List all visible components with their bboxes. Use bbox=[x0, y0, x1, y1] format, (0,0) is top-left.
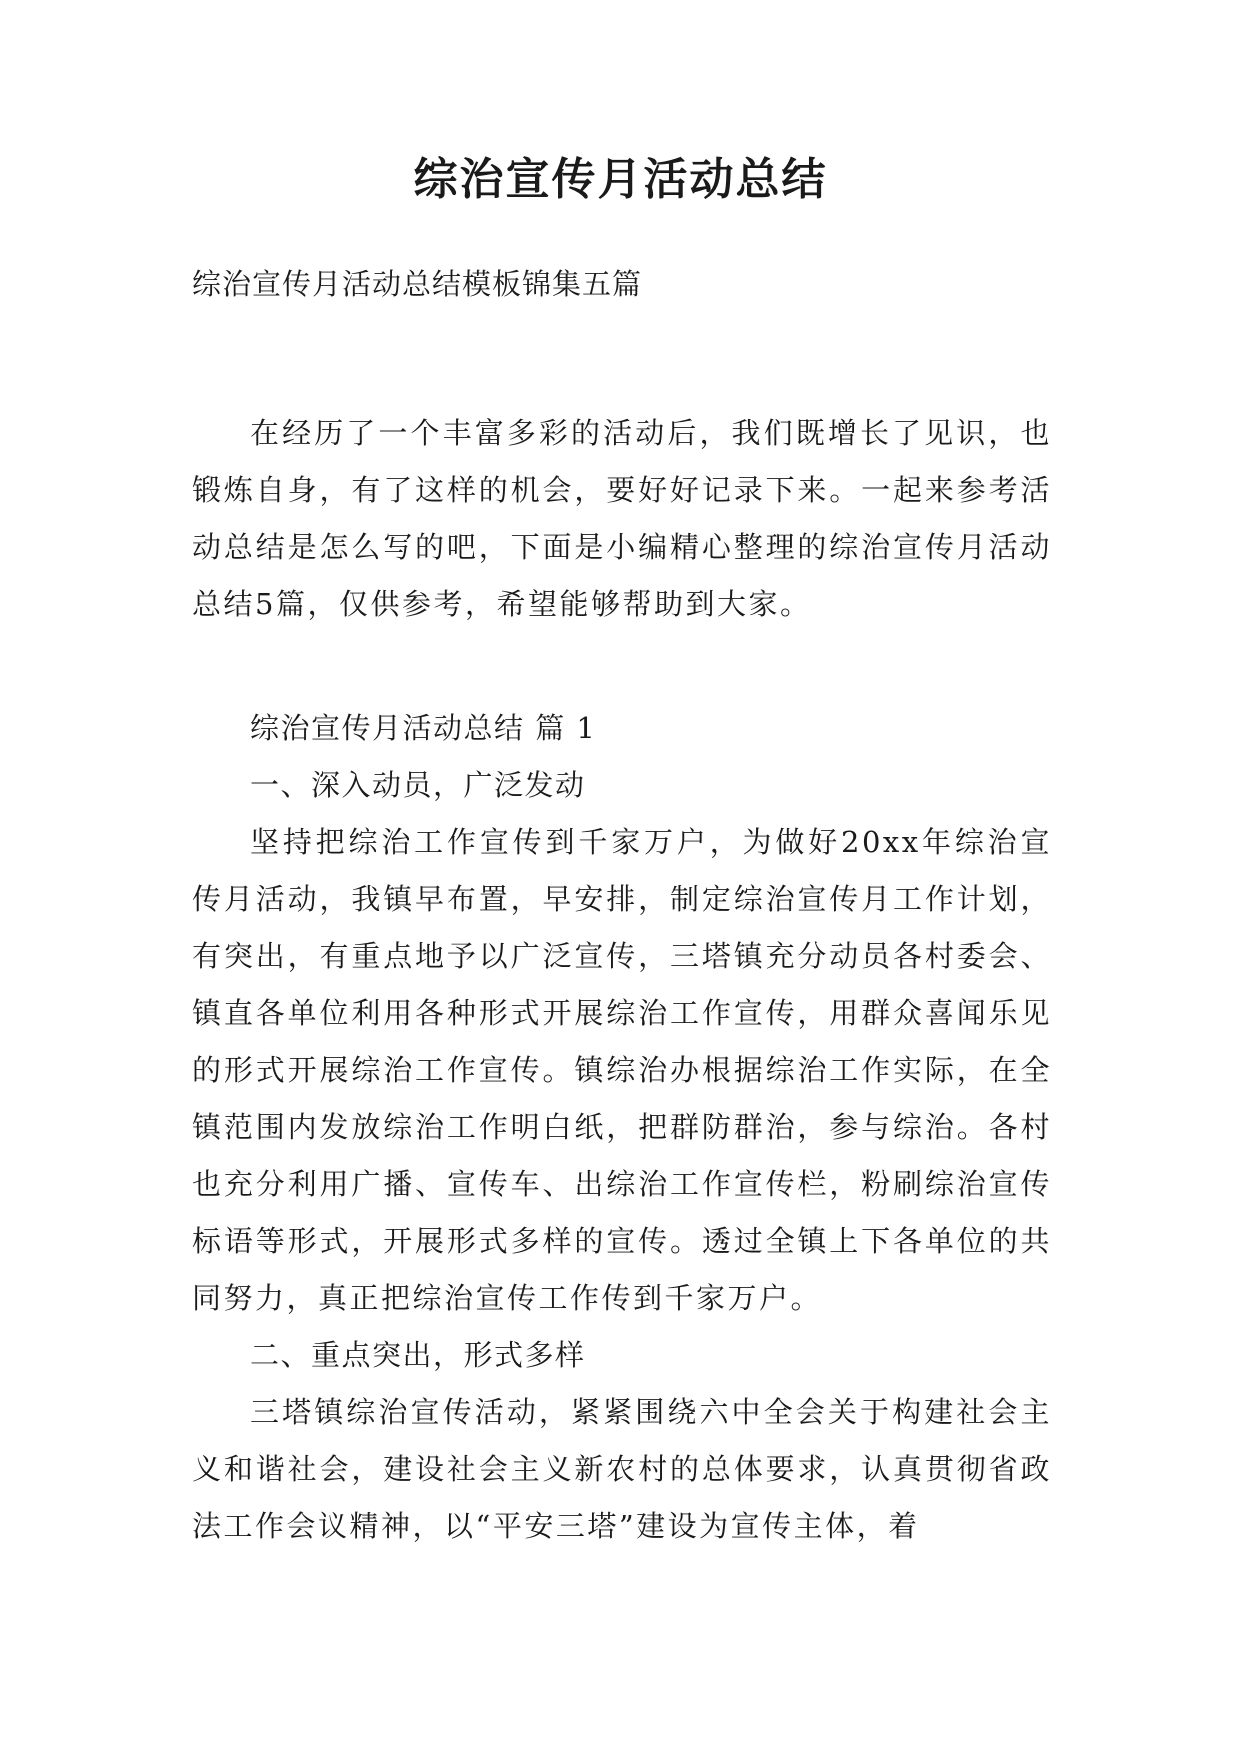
intro-paragraph: 在经历了一个丰富多彩的活动后，我们既增长了见识，也锻炼自身，有了这样的机会，要好好记录下来。一起来参考活动总结是怎么写的吧，下面是小编精心整理的综治宣传月活动总结5篇，仅供参考，希望能够帮助到大家。 bbox=[192, 416, 1052, 621]
section-heading-1: 一、深入动员，广泛发动 bbox=[250, 768, 586, 802]
section-paragraph-1: 坚持把综治工作宣传到千家万户，为做好20xx年综治宣传月活动，我镇早布置，早安排，制定综治宣传月工作计划，有突出，有重点地予以广泛宣传，三塔镇充分动员各村委会、镇直各单位利用各种形式开展综治工作宣传，用群众喜闻乐见的形式开展综治工作宣传。镇综治办根据综治工作实际，在全镇范围内发放综治工作明白纸，把群防群治，参与综治。各村也充分利用广播、宣传车、出综治工作宣传栏，粉刷综治宣传标语等形式，开展形式多样的宣传。透过全镇上下各单位的共同努力，真正把综治宣传工作传到千家万户。 bbox=[192, 825, 1052, 1315]
article-section-1 bbox=[192, 700, 1052, 1555]
section-title: 综治宣传月活动总结 篇 1 bbox=[250, 711, 597, 745]
section-heading-2: 二、重点突出，形式多样 bbox=[250, 1338, 586, 1372]
document-subtitle: 综治宣传月活动总结模板锦集五篇 bbox=[192, 267, 643, 301]
intro-section bbox=[192, 405, 1052, 633]
document-title: 综治宣传月活动总结 bbox=[413, 154, 828, 205]
section-paragraph-2: 三塔镇综治宣传活动，紧紧围绕六中全会关于构建社会主义和谐社会，建设社会主义新农村的总体要求，认真贯彻省政法工作会议精神，以“平安三塔”建设为宣传主体，着 bbox=[192, 1395, 1052, 1543]
